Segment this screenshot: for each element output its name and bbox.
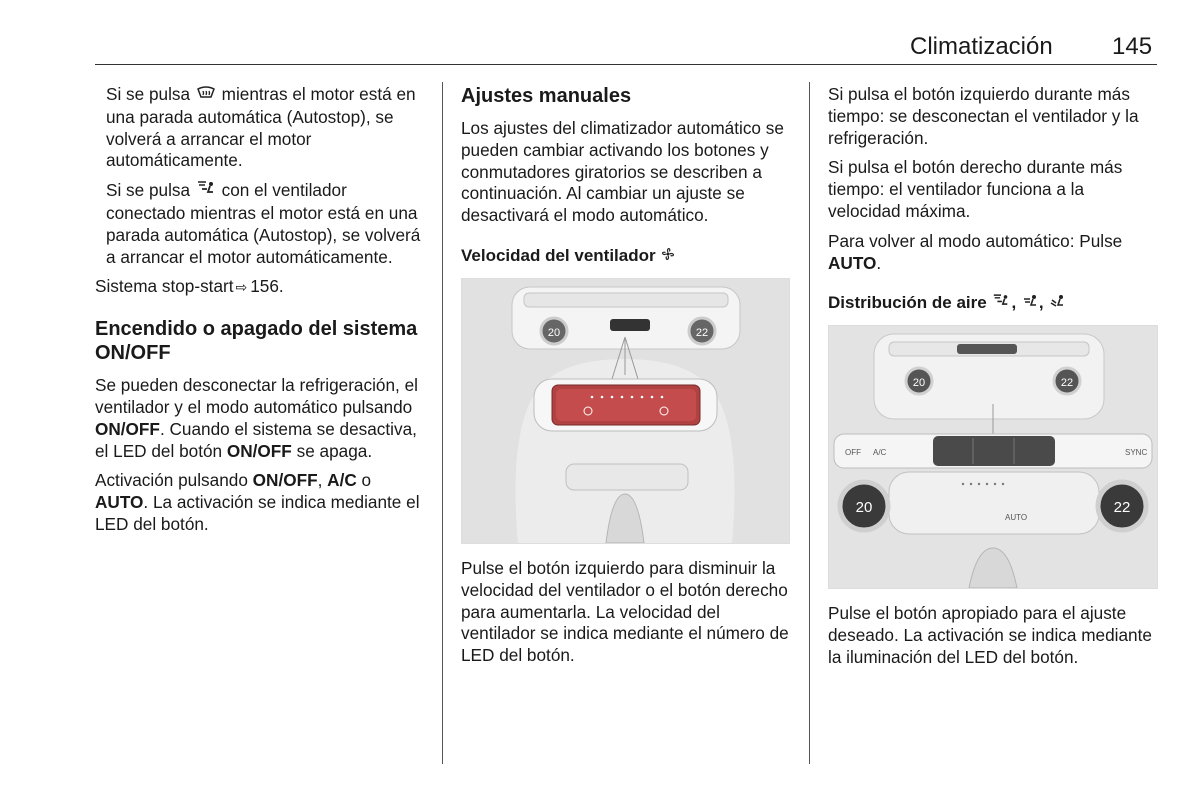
air-distribution-illustration [828,325,1158,589]
paragraph-on-off-activation: Activación pulsando ON/OFF, A/C o AUTO. La activación se indica mediante el LED del botón. [95,470,420,534]
heading-air-distribution: Distribución de aire , , [828,292,1158,315]
fig2-temp-left-dial: 20 [855,499,873,517]
paragraph-fan-buttons: Pulse el botón izquierdo para disminuir la velocidad del ventilador o el botón derecho para aumentarla. La velocidad del ventilador se indica mediante el número de LED del botón. [461,557,789,666]
fan-control-illustration [461,278,790,544]
heading-fan-speed: Velocidad del ventilador [461,245,793,268]
column-divider-1 [442,82,443,764]
paragraph-on-off-disable: Se pueden desconectar la refrigeración, el ventilador y el modo automático pulsando ON/OFF. Cuando el sistema se desactiva, el LED del botón ON/OFF se apaga. [95,375,418,461]
air-distribution-feet-icon [1049,293,1065,315]
fan-icon [661,246,675,268]
page-number: 145 [1112,33,1153,60]
fig1-temp-left: 20 [547,326,561,339]
fig2-sync-label: SYNC [1125,448,1148,458]
paragraph-defrost-autostop: Si se pulsa mientras el motor está en una parada automática (Autostop), se volverá a arrancar el motor automáticamente. [106,84,416,171]
paragraph-air-buttons: Pulse el botón apropiado para el ajuste deseado. La activación se indica mediante la iluminación del LED del botón. [828,603,1152,667]
windscreen-defrost-icon [196,85,216,107]
heading-manual-settings: Ajustes manuales [461,85,632,107]
paragraph-right-long-press: Si pulsa el botón derecho durante más tiempo: el ventilador funciona a la velocidad máxima. [828,157,1123,221]
air-distribution-windscreen-icon [992,293,1010,315]
fig1-temp-right: 22 [695,326,709,339]
paragraph-return-auto: Para volver al modo automático: Pulse AUTO. [828,230,1123,273]
fig2-auto-label: AUTO [1005,513,1028,523]
page-reference-arrow-icon: ⇨ [235,279,248,296]
paragraph-manual-intro: Los ajustes del climatizador automático se pueden cambiar activando los botones y conmutadores giratorios se describen a continuación. Al cambiar un ajuste se desactivará el modo automático. [461,118,784,226]
column-3 [828,84,1158,677]
fig2-off-label: OFF [845,448,861,458]
header-divider [95,64,1157,65]
page-section-title: Climatización [910,33,1053,60]
air-distribution-head-icon [1022,293,1038,315]
column-1 [95,84,427,544]
heading-on-off: Encendido o apagado del sistema ON/OFF [95,318,418,365]
paragraph-stop-start-ref: Sistema stop-start ⇨ 156. [95,276,427,299]
fig2-ac-label: A/C [873,448,887,458]
fig2-temp-left-small: 20 [912,377,926,390]
fig2-temp-right-dial: 22 [1113,499,1131,517]
paragraph-air-autostop: Si se pulsa con el ventilador conectado mientras el motor está en una parada automática (Autostop), se volverá a arrancar el motor automáticamente. [106,180,421,267]
paragraph-left-long-press: Si pulsa el botón izquierdo durante más tiempo: se desconectan el ventilador y la refrigeración. [828,84,1139,148]
fig2-temp-right-small: 22 [1060,377,1074,390]
air-distribution-windscreen-icon [196,180,216,203]
column-divider-2 [809,82,810,764]
column-2 [461,84,793,675]
